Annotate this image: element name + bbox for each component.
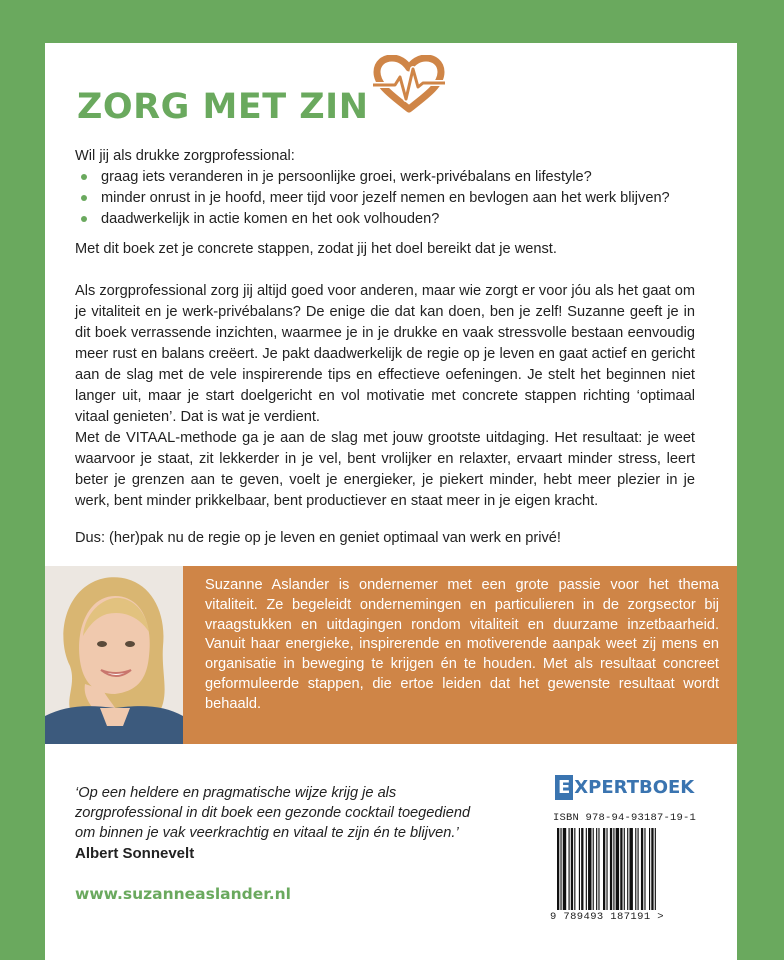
author-bio-text: Suzanne Aslander is ondernemer met een grote passie voor het thema vitaliteit. Ze begeleidt ondernemingen en particulieren in de zorgsector bij vraagstukken en uitdagingen rondom vitaliteit en duurzame inzetbaarheid. Vanuit haar energieke, inspirerende en motiverende aanpak weet zij mens en organisatie in beweging te krijgen én te houden. Met als resultaat concreet geformuleerde stappen, die ertoe leiden dat het gewenste resultaat wordt behaald. — [205, 577, 719, 712]
publisher-logo-text: XPERTBOEK — [574, 776, 695, 798]
endorsement-author: Albert Sonnevelt — [75, 845, 195, 862]
intro-lead: Wil jij als drukke zorgprofessional: — [75, 148, 295, 164]
intro-block — [75, 146, 695, 230]
bullet-item: graag iets veranderen in je persoonlijke groei, werk-privébalans en lifestyle? — [75, 167, 695, 188]
publisher-logo — [555, 771, 694, 803]
paragraph-call-to-action: Dus: (her)pak nu de regie op je leven en geniet optimaal van werk en privé! — [75, 530, 561, 546]
book-title: ZORG MET ZIN — [77, 87, 369, 127]
bullet-item: minder onrust in je hoofd, meer tijd voor jezelf nemen en bevlogen aan het werk blijven? — [75, 188, 695, 209]
publisher-logo-letter: E — [555, 775, 573, 800]
endorsement-quote: ‘Op een heldere en pragmatische wijze krijg je als zorgprofessional in dit boek een gezonde cocktail toegediend om binnen je vak veerkrachtig en vitaal te zijn én te blijven.’ — [75, 785, 471, 841]
heart-ecg-icon — [373, 55, 445, 113]
author-bio-box — [183, 566, 737, 744]
author-portrait — [45, 566, 183, 744]
back-cover — [45, 43, 737, 960]
isbn-label: ISBN 978-94-93187-19-1 — [553, 812, 697, 824]
paragraph-steps: Met dit boek zet je concrete stappen, zodat jij het doel bereikt dat je wenst. — [75, 241, 557, 257]
paragraph-about-book: Als zorgprofessional zorg jij altijd goed voor anderen, maar wie zorgt er voor jóu als het gaat om je vitaliteit en je werk-privébalans? De enige die dat kan doen, ben je zelf! Suzanne geeft je in dit boek verrassende inzichten, waarmee je in je drukke en vaak stressvolle bestaan eenvoudig meer rust en balans creëert. Je pakt daadwerkelijk de regie op je leven en gaat actief en gericht aan de slag met de vele inspirerende tips en effectieve oefeningen. Je stelt het beginnen niet langer uit, maar je start doelgericht en vol motivatie met concrete stappen richting ‘optimaal vitaal genieten’. Dat is wat je verdient. — [75, 283, 695, 425]
paragraph-vitaal-method: Met de VITAAL-methode ga je aan de slag met jouw grootste uitdaging. Het resultaat: je weet waarvoor je staat, zit lekkerder in je vel, bent vrolijker en relaxter, ervaart minder stress, leert beter je grenzen aan te geven, voelt je energieker, je piekert minder, hebt meer plezier in je werk, bent minder prikkelbaar, bent productiever en staat meer in je eigen kracht. — [75, 430, 695, 509]
intro-bullet-list — [75, 167, 695, 230]
bullet-item: daadwerkelijk in actie komen en het ook volhouden? — [75, 209, 695, 230]
barcode-number: 9 789493 187191 > — [550, 911, 664, 923]
website-link[interactable]: www.suzanneaslander.nl — [75, 885, 291, 903]
barcode — [555, 828, 703, 910]
